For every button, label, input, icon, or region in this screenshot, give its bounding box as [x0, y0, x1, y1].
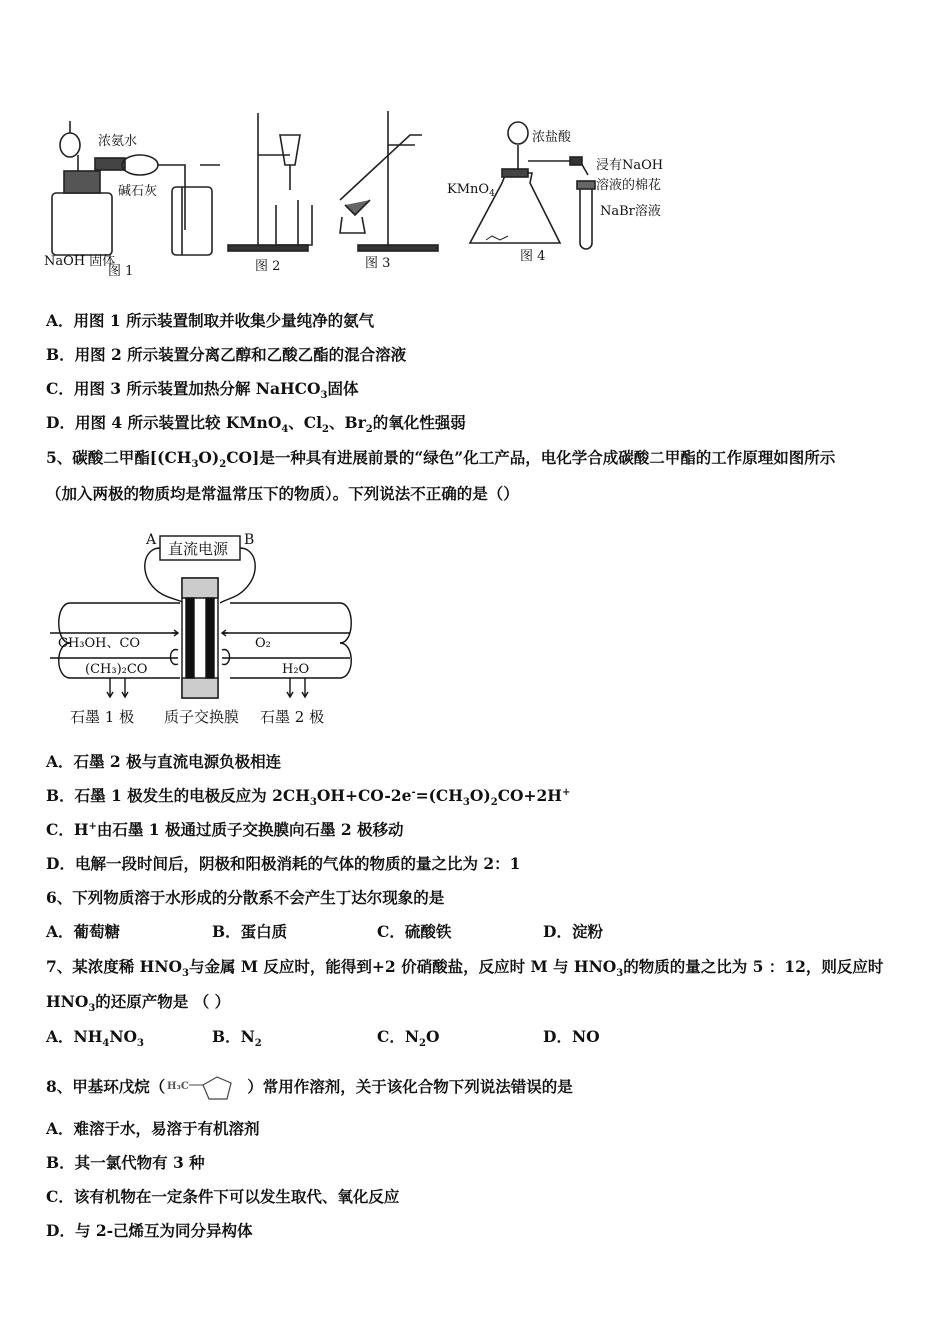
label-fig1: 图 1: [108, 264, 134, 279]
q5-option-a: A．石墨 2 极与直流电源负极相连: [46, 752, 282, 771]
q7-option-a: A．$NH_4NO_3$: [46, 1027, 144, 1050]
label-cotton-1: 浸有NaOH: [596, 158, 664, 173]
q7-option-b: B．$N_2$: [212, 1027, 262, 1050]
label-output-right: H₂O: [282, 662, 310, 677]
q8-stem: 8、甲基环戊烷（ H₃C ）常用作溶剂，关于该化合物下列说法错误的是: [46, 1073, 573, 1103]
electrolysis-diagram: [50, 528, 360, 738]
label-naoh-solid: NaOH 固体: [44, 254, 116, 269]
q6-option-c: C．硫酸铁: [377, 922, 452, 941]
label-fig4: 图 4: [520, 249, 546, 264]
q8-option-b: B．其一氯代物有 3 种: [46, 1153, 205, 1172]
q6-option-d: D．淀粉: [543, 922, 603, 941]
fig2-apparatus: [228, 113, 312, 251]
svg-text:H₃C: H₃C: [167, 1081, 190, 1092]
q8-option-d: D．与 2-己烯互为同分异构体: [46, 1221, 253, 1240]
membrane-top: [182, 578, 218, 598]
q4-option-a: A．用图 1 所示装置制取并收集少量纯净的氨气: [46, 311, 375, 330]
label-kmno4: KMnO$_4$: [447, 182, 495, 199]
graphite-electrode-2: [206, 598, 214, 678]
label-input-right: O₂: [255, 636, 271, 651]
label-output-left: (CH₃)₂CO: [85, 662, 148, 677]
q5-option-c: C．H+由石墨 1 极通过质子交换膜向石墨 2 极移动: [46, 820, 404, 839]
label-soda-lime: 碱石灰: [118, 184, 158, 199]
q4-option-c: C．用图 3 所示装置加热分解 NaHCO$_3$固体: [46, 379, 359, 402]
label-conc-ammonia: 浓氨水: [98, 134, 138, 149]
methylcyclopentane-structure: [165, 1073, 247, 1103]
q6-stem: 6、下列物质溶于水形成的分散系不会产生丁达尔现象的是: [46, 888, 445, 907]
q8-option-a: A．难溶于水，易溶于有机溶剂: [46, 1119, 260, 1138]
q5-option-d: D．电解一段时间后，阴极和阳极消耗的气体的物质的量之比为 2：1: [46, 854, 521, 873]
label-power-source: 直流电源: [168, 540, 229, 558]
q5-option-b: B．石墨 1 极发生的电极反应为 $2CH_3OH+CO-2e^-=(CH_3O)_2CO+2H^+$: [46, 786, 571, 809]
q6-option-a: A．葡萄糖: [46, 922, 121, 941]
q5-stem-line2: （加入两极的物质均是常温常压下的物质）。下列说法不正确的是（）: [46, 484, 519, 503]
q7-option-d: D．NO: [543, 1027, 600, 1046]
membrane-bottom: [182, 678, 218, 698]
q4-option-b: B．用图 2 所示装置分离乙醇和乙酸乙酯的混合溶液: [46, 345, 407, 364]
label-electrode-1: 石墨 1 极: [70, 708, 135, 726]
label-fig2: 图 2: [255, 259, 281, 274]
label-fig3: 图 3: [365, 256, 391, 271]
graphite-electrode-1: [186, 598, 194, 678]
q7-stem-line1: 7、某浓度稀 $HNO_3$与金属 M 反应时，能得到+2 价硝酸盐，反应时 M 与 $HNO_3$的物质的量之比为 5 ：12，则反应时: [46, 957, 884, 980]
label-cotton-2: 溶液的棉花: [596, 178, 662, 193]
label-membrane: 质子交换膜: [164, 708, 240, 726]
q7-option-c: C．$N_2O$: [377, 1027, 440, 1050]
fig3-apparatus: [340, 111, 438, 251]
label-conc-hcl: 浓盐酸: [532, 130, 572, 145]
q8-option-c: C．该有机物在一定条件下可以发生取代、氧化反应: [46, 1187, 400, 1206]
label-terminal-b: B: [244, 532, 255, 548]
label-nabr: NaBr溶液: [600, 204, 661, 219]
label-electrode-2: 石墨 2 极: [260, 708, 325, 726]
q6-option-b: B．蛋白质: [212, 922, 288, 941]
q5-stem-line1: 5、碳酸二甲酯$[(CH_3O)_2CO]$是一种具有进展前景的“绿色”化工产品，电化学合成碳酸二甲酯的工作原理如图所示: [46, 448, 836, 471]
q4-option-d: D．用图 4 所示装置比较 KMnO$_4$、$Cl_2$、$Br_2$的氧化性强弱: [46, 413, 466, 436]
label-terminal-a: A: [146, 532, 157, 548]
q7-stem-line2: $HNO_3$的还原产物是 （ ）: [46, 992, 231, 1015]
label-input-left: CH₃OH、CO: [58, 636, 141, 651]
apparatus-figure: [40, 105, 720, 285]
